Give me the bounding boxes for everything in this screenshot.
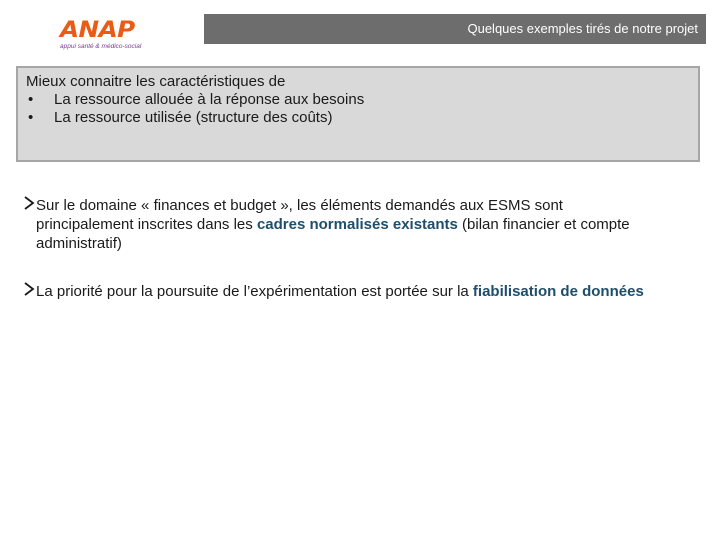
body-point-text [36, 282, 704, 301]
point-text: principalement inscrites dans les [36, 216, 257, 233]
info-bullet-text: La ressource allouée à la réponse aux besoins [54, 91, 365, 108]
arrow-bullet-icon [24, 196, 36, 215]
point-line: Sur le domaine « finances et budget », les éléments demandés aux ESMS sont [36, 197, 563, 214]
page-title: Quelques exemples tirés de notre projet [467, 21, 698, 36]
anap-logo [60, 20, 160, 54]
body-point [24, 282, 704, 301]
body-point [24, 196, 704, 253]
info-bullet-item [26, 109, 690, 127]
logo-mark: ANAP [60, 18, 135, 43]
highlight-text: cadres normalisés existants [256, 216, 458, 233]
info-heading: Mieux connaitre les caractéristiques de [26, 73, 286, 90]
bullet-dot-icon: • [28, 109, 34, 126]
info-bullet-item [26, 91, 690, 109]
point-text: (bilan financier et compte [457, 216, 630, 233]
highlight-text: fiabilisation de données [472, 283, 644, 300]
point-line: administratif) [36, 235, 122, 252]
logo-tagline: appui santé & médico-social [60, 43, 142, 50]
point-text: La priorité pour la poursuite de l’expérimentation est portée sur la [36, 283, 473, 300]
body-point-text [36, 196, 704, 253]
bullet-dot-icon: • [28, 91, 34, 108]
info-box [16, 66, 700, 162]
point-line [36, 215, 704, 234]
info-bullet-text: La ressource utilisée (structure des coûts) [54, 109, 333, 126]
arrow-bullet-icon [24, 282, 36, 301]
